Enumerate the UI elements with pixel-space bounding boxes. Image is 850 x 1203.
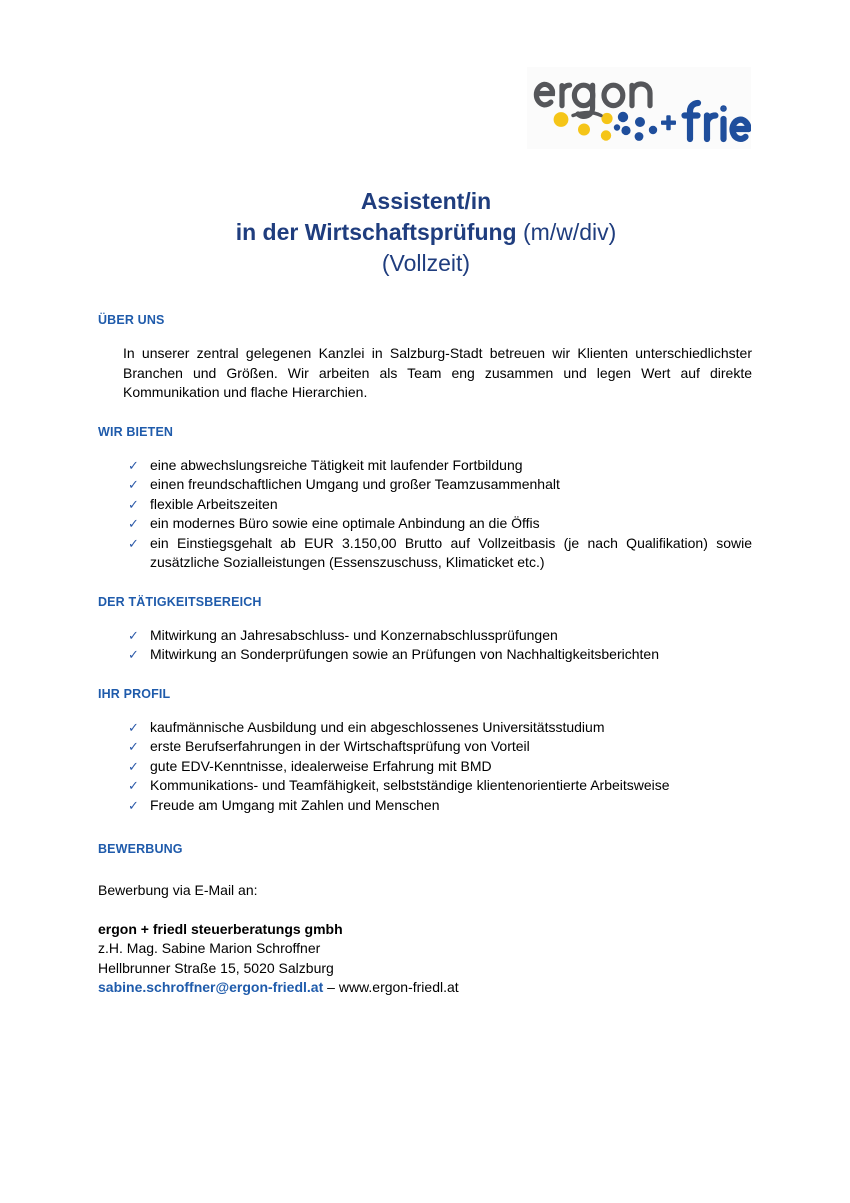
section-tasks [98, 595, 752, 665]
list-item [128, 796, 752, 816]
document-body [98, 313, 752, 998]
contact-separator: – [323, 979, 339, 995]
offer-list [98, 456, 752, 573]
title-gender-note: (m/w/div) [516, 219, 617, 245]
list-item [128, 737, 752, 757]
section-about [98, 313, 752, 403]
list-item [128, 776, 752, 796]
section-profile [98, 687, 752, 816]
contact-company: ergon + friedl steuerberatungs gmbh [98, 920, 343, 937]
list-item-text: Mitwirkung an Sonderprüfungen sowie an Prüfungen von Nachhaltigkeitsberichten [150, 646, 659, 662]
list-item-text: ein modernes Büro sowie eine optimale Anbindung an die Öffis [150, 515, 540, 531]
check-icon: ✓ [128, 647, 139, 662]
contact-email-link[interactable]: sabine.schroffner@ergon-friedl.at [98, 979, 324, 995]
section-heading-tasks: DER TÄTIGKEITSBEREICH [98, 594, 262, 609]
list-item-text: erste Berufserfahrungen in der Wirtschaftsprüfung von Vorteil [150, 738, 530, 754]
check-icon: ✓ [128, 516, 139, 531]
list-item-text: kaufmännische Ausbildung und ein abgeschlossenes Universitätsstudium [150, 718, 605, 735]
page-title [100, 186, 752, 279]
check-icon: ✓ [128, 627, 139, 643]
check-icon: ✓ [128, 797, 139, 813]
list-item [128, 456, 752, 476]
list-item [128, 757, 752, 777]
list-item-text: Kommunikations- und Teamfähigkeit, selbstständige klientenorientierte Arbeitsweise [150, 777, 670, 793]
ergon-friedl-logo-graphic [527, 67, 751, 149]
list-item-text: einen freundschaftlichen Umgang und großer Teamzusammenhalt [150, 476, 560, 492]
list-item [128, 718, 752, 738]
profile-list [98, 718, 752, 816]
check-icon: ✓ [128, 535, 139, 551]
list-item-text: ein Einstiegsgehalt ab EUR 3.150,00 Brutto auf Vollzeitbasis (je nach Qualifikation) sowie zusätzliche Sozialleistungen (Essenszuschuss, Klimaticket etc.) [150, 534, 752, 570]
logo-plus-icon [661, 115, 676, 130]
contact-attention: z.H. Mag. Sabine Marion Schroffner [98, 940, 321, 956]
section-heading-offer: WIR BIETEN [98, 424, 174, 439]
check-icon: ✓ [128, 739, 139, 754]
title-department: in der Wirtschaftsprüfung [235, 219, 517, 245]
list-item [128, 626, 752, 646]
company-logo [527, 67, 751, 149]
tasks-list [98, 626, 752, 665]
application-intro: Bewerbung via E-Mail an: [98, 882, 258, 898]
title-line-2 [100, 217, 752, 248]
list-item-text: Mitwirkung an Jahresabschluss- und Konzernabschlussprüfungen [150, 626, 558, 643]
contact-address: Hellbrunner Straße 15, 5020 Salzburg [98, 959, 334, 976]
section-application [98, 842, 752, 998]
check-icon: ✓ [128, 457, 139, 473]
list-item [128, 534, 752, 573]
list-item-text: gute EDV-Kenntnisse, idealerweise Erfahrung mit BMD [150, 757, 492, 774]
check-icon: ✓ [128, 778, 139, 793]
check-icon: ✓ [128, 477, 139, 492]
list-item-text: eine abwechslungsreiche Tätigkeit mit laufender Fortbildung [150, 456, 523, 473]
check-icon: ✓ [128, 719, 139, 735]
list-item [128, 495, 752, 515]
contact-links [98, 978, 752, 998]
title-line-3 [100, 248, 752, 279]
section-heading-application: BEWERBUNG [98, 842, 183, 856]
section-heading-about: ÜBER UNS [98, 313, 165, 327]
title-line-1 [100, 186, 752, 217]
contact-website: www.ergon-friedl.at [338, 979, 459, 995]
logo-dot-cluster [554, 112, 658, 141]
section-offer [98, 425, 752, 573]
title-role: Assistent/in [360, 188, 492, 214]
list-item-text: Freude am Umgang mit Zahlen und Menschen [150, 796, 440, 813]
check-icon: ✓ [128, 758, 139, 774]
list-item [128, 475, 752, 495]
list-item-text: flexible Arbeitszeiten [150, 495, 278, 512]
about-paragraph: In unserer zentral gelegenen Kanzlei in Salzburg-Stadt betreuen wir Klienten unterschiedlichster Branchen und Größen. Wir arbeiten als Team eng zusammen und legen Wert auf direkte Kommunikation und flache Hierarchien. [123, 345, 752, 400]
list-item [128, 645, 752, 665]
section-heading-profile: IHR PROFIL [98, 686, 171, 701]
title-employment-type: (Vollzeit) [381, 250, 471, 276]
list-item [128, 514, 752, 534]
check-icon: ✓ [128, 496, 139, 512]
